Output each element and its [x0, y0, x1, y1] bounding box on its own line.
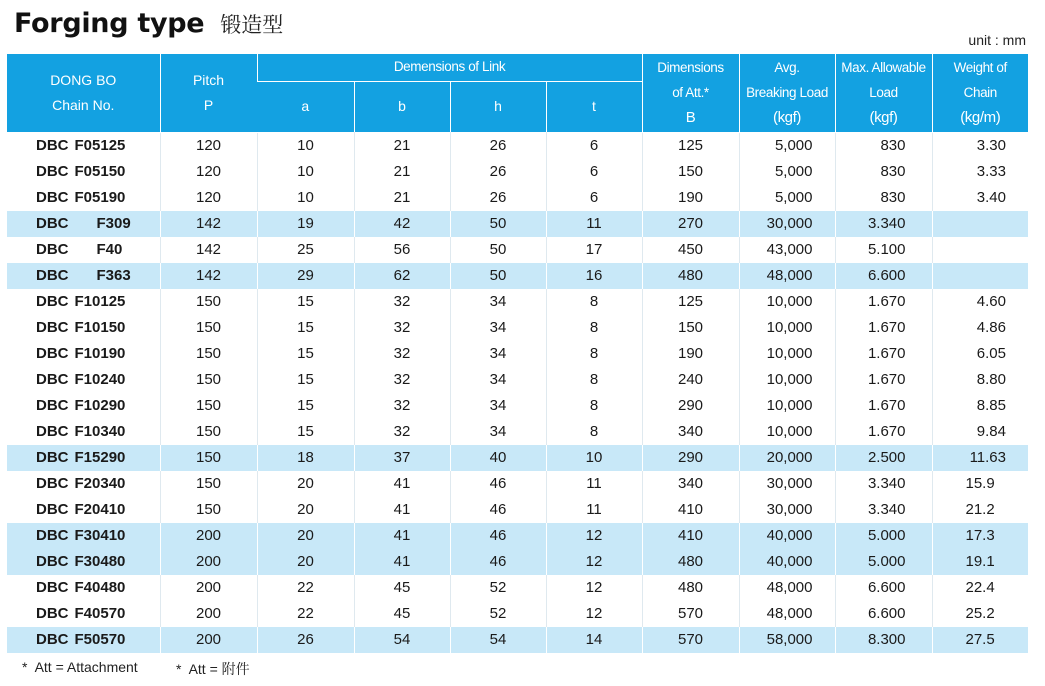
cell-max-load: 830	[835, 185, 932, 211]
cell-att-b: 290	[642, 393, 739, 419]
model-code: F05125	[74, 137, 126, 154]
cell-breaking-load: 10,000	[739, 419, 835, 445]
cell-att-b: 570	[642, 627, 739, 653]
cell-att-b: 190	[642, 185, 739, 211]
cell-att-b: 125	[642, 132, 739, 159]
cell-t: 12	[546, 575, 642, 601]
cell-att-b: 150	[642, 159, 739, 185]
table-row	[7, 445, 1028, 471]
model-code: F20340	[74, 475, 126, 492]
cell-breaking-load: 5,000	[739, 185, 835, 211]
model-code: F363	[96, 267, 131, 284]
model-prefix: DBC	[36, 293, 69, 310]
cell-chain-no	[7, 263, 160, 289]
cell-weight: 3.33	[932, 159, 1028, 185]
cell-pitch: 200	[160, 575, 257, 601]
model-code: F10240	[74, 371, 126, 388]
page-title	[14, 8, 283, 39]
cell-pitch: 150	[160, 419, 257, 445]
cell-pitch: 120	[160, 132, 257, 159]
model-prefix: DBC	[36, 345, 69, 362]
cell-weight: 15.9	[932, 471, 1028, 497]
cell-a: 20	[257, 523, 354, 549]
cell-max-load: 3.340	[835, 211, 932, 237]
cell-a: 20	[257, 497, 354, 523]
cell-t: 6	[546, 185, 642, 211]
cell-max-load: 6.600	[835, 601, 932, 627]
cell-att-b: 240	[642, 367, 739, 393]
cell-b: 41	[354, 497, 450, 523]
cell-b: 37	[354, 445, 450, 471]
header-chain-no: DONG BO Chain No.	[7, 54, 160, 132]
cell-pitch: 200	[160, 523, 257, 549]
cell-breaking-load: 10,000	[739, 367, 835, 393]
cell-h: 46	[450, 523, 546, 549]
cell-pitch: 142	[160, 237, 257, 263]
cell-chain-no	[7, 601, 160, 627]
table-row	[7, 393, 1028, 419]
cell-h: 34	[450, 367, 546, 393]
cell-t: 12	[546, 549, 642, 575]
model-code: F309	[96, 215, 131, 232]
table-row	[7, 341, 1028, 367]
cell-breaking-load: 10,000	[739, 315, 835, 341]
cell-att-b: 450	[642, 237, 739, 263]
cell-h: 26	[450, 185, 546, 211]
cell-chain-no	[7, 159, 160, 185]
model-prefix: DBC	[36, 631, 69, 648]
cell-b: 32	[354, 289, 450, 315]
cell-b: 41	[354, 471, 450, 497]
cell-chain-no	[7, 471, 160, 497]
cell-breaking-load: 10,000	[739, 393, 835, 419]
header-att-dimensions: Dimensions of Att.* B	[642, 54, 739, 132]
table-row	[7, 237, 1028, 263]
cell-max-load: 1.670	[835, 289, 932, 315]
cell-weight: 22.4	[932, 575, 1028, 601]
cell-b: 45	[354, 575, 450, 601]
cell-max-load: 1.670	[835, 341, 932, 367]
table-row	[7, 575, 1028, 601]
model-code: F30410	[74, 527, 126, 544]
cell-t: 12	[546, 523, 642, 549]
model-prefix: DBC	[36, 605, 69, 622]
cell-b: 32	[354, 341, 450, 367]
table-row	[7, 263, 1028, 289]
cell-t: 8	[546, 315, 642, 341]
cell-a: 20	[257, 549, 354, 575]
title-chinese: 锻造型	[220, 13, 284, 37]
cell-att-b: 125	[642, 289, 739, 315]
cell-breaking-load: 48,000	[739, 263, 835, 289]
cell-h: 50	[450, 237, 546, 263]
table-row	[7, 289, 1028, 315]
cell-h: 40	[450, 445, 546, 471]
model-prefix: DBC	[36, 501, 69, 518]
cell-pitch: 150	[160, 289, 257, 315]
table-row	[7, 419, 1028, 445]
cell-h: 54	[450, 627, 546, 653]
model-prefix: DBC	[36, 397, 69, 414]
model-prefix: DBC	[36, 553, 69, 570]
cell-weight: 6.05	[932, 341, 1028, 367]
cell-att-b: 480	[642, 575, 739, 601]
model-code: F05190	[74, 189, 126, 206]
cell-chain-no	[7, 393, 160, 419]
cell-chain-no	[7, 419, 160, 445]
model-prefix: DBC	[36, 267, 69, 284]
cell-chain-no	[7, 575, 160, 601]
table-row	[7, 497, 1028, 523]
cell-weight: 11.63	[932, 445, 1028, 471]
cell-weight: 4.86	[932, 315, 1028, 341]
cell-t: 11	[546, 471, 642, 497]
cell-weight: 3.30	[932, 132, 1028, 159]
model-code: F10150	[74, 319, 126, 336]
cell-weight: 25.2	[932, 601, 1028, 627]
table-row	[7, 549, 1028, 575]
cell-a: 15	[257, 419, 354, 445]
cell-b: 21	[354, 185, 450, 211]
cell-max-load: 3.340	[835, 471, 932, 497]
cell-b: 45	[354, 601, 450, 627]
footnote-attachment-en	[22, 659, 138, 675]
cell-h: 52	[450, 601, 546, 627]
cell-weight: 4.60	[932, 289, 1028, 315]
asterisk-mark: *	[176, 661, 182, 677]
cell-chain-no	[7, 549, 160, 575]
header-breaking-load: Avg. Breaking Load (kgf)	[739, 54, 835, 132]
cell-b: 32	[354, 393, 450, 419]
model-prefix: DBC	[36, 449, 69, 466]
cell-t: 8	[546, 419, 642, 445]
model-prefix: DBC	[36, 163, 69, 180]
model-code: F10290	[74, 397, 126, 414]
cell-att-b: 190	[642, 341, 739, 367]
model-prefix: DBC	[36, 189, 69, 206]
model-code: F20410	[74, 501, 126, 518]
cell-b: 54	[354, 627, 450, 653]
model-prefix: DBC	[36, 137, 69, 154]
cell-a: 15	[257, 341, 354, 367]
cell-a: 22	[257, 575, 354, 601]
cell-att-b: 480	[642, 549, 739, 575]
cell-pitch: 150	[160, 315, 257, 341]
cell-chain-no	[7, 289, 160, 315]
model-prefix: DBC	[36, 371, 69, 388]
cell-max-load: 1.670	[835, 393, 932, 419]
cell-a: 18	[257, 445, 354, 471]
cell-breaking-load: 5,000	[739, 159, 835, 185]
cell-chain-no	[7, 237, 160, 263]
cell-att-b: 270	[642, 211, 739, 237]
model-code: F10125	[74, 293, 126, 310]
cell-a: 20	[257, 471, 354, 497]
cell-weight: 3.40	[932, 185, 1028, 211]
cell-max-load: 830	[835, 159, 932, 185]
model-code: F10190	[74, 345, 126, 362]
model-code: F15290	[74, 449, 126, 466]
cell-att-b: 150	[642, 315, 739, 341]
cell-breaking-load: 5,000	[739, 132, 835, 159]
cell-a: 10	[257, 185, 354, 211]
cell-max-load: 5.000	[835, 523, 932, 549]
header-chain-weight: Weight of Chain (kg/m)	[932, 54, 1028, 132]
cell-a: 19	[257, 211, 354, 237]
cell-pitch: 142	[160, 211, 257, 237]
cell-h: 46	[450, 497, 546, 523]
cell-weight	[932, 237, 1028, 263]
cell-max-load: 1.670	[835, 367, 932, 393]
model-code: F40570	[74, 605, 126, 622]
cell-t: 8	[546, 367, 642, 393]
cell-pitch: 150	[160, 471, 257, 497]
cell-weight: 8.85	[932, 393, 1028, 419]
cell-a: 15	[257, 393, 354, 419]
cell-a: 22	[257, 601, 354, 627]
cell-breaking-load: 30,000	[739, 211, 835, 237]
cell-chain-no	[7, 627, 160, 653]
cell-h: 52	[450, 575, 546, 601]
cell-b: 42	[354, 211, 450, 237]
cell-breaking-load: 10,000	[739, 341, 835, 367]
model-prefix: DBC	[36, 423, 69, 440]
cell-weight: 17.3	[932, 523, 1028, 549]
cell-h: 46	[450, 471, 546, 497]
model-prefix: DBC	[36, 475, 69, 492]
cell-chain-no	[7, 497, 160, 523]
cell-breaking-load: 40,000	[739, 523, 835, 549]
cell-max-load: 3.340	[835, 497, 932, 523]
cell-att-b: 410	[642, 497, 739, 523]
model-prefix: DBC	[36, 527, 69, 544]
cell-breaking-load: 40,000	[739, 549, 835, 575]
cell-t: 11	[546, 211, 642, 237]
cell-att-b: 570	[642, 601, 739, 627]
cell-b: 56	[354, 237, 450, 263]
table-row	[7, 523, 1028, 549]
table-row	[7, 159, 1028, 185]
cell-weight: 19.1	[932, 549, 1028, 575]
cell-t: 12	[546, 601, 642, 627]
cell-max-load: 1.670	[835, 315, 932, 341]
model-prefix: DBC	[36, 579, 69, 596]
cell-t: 16	[546, 263, 642, 289]
cell-max-load: 2.500	[835, 445, 932, 471]
cell-breaking-load: 48,000	[739, 601, 835, 627]
cell-b: 21	[354, 159, 450, 185]
model-code: F40480	[74, 579, 126, 596]
cell-pitch: 120	[160, 185, 257, 211]
cell-weight: 9.84	[932, 419, 1028, 445]
cell-b: 62	[354, 263, 450, 289]
cell-pitch: 200	[160, 601, 257, 627]
cell-a: 29	[257, 263, 354, 289]
cell-t: 11	[546, 497, 642, 523]
cell-pitch: 150	[160, 445, 257, 471]
cell-max-load: 5.000	[835, 549, 932, 575]
header-b: b	[354, 81, 450, 132]
cell-pitch: 150	[160, 367, 257, 393]
table-row	[7, 315, 1028, 341]
table-row	[7, 471, 1028, 497]
cell-chain-no	[7, 523, 160, 549]
table-row	[7, 132, 1028, 159]
header-pitch: Pitch P	[160, 54, 257, 132]
model-code: F10340	[74, 423, 126, 440]
asterisk-mark: *	[22, 659, 28, 675]
cell-max-load: 830	[835, 132, 932, 159]
cell-a: 10	[257, 132, 354, 159]
cell-pitch: 150	[160, 341, 257, 367]
cell-h: 26	[450, 132, 546, 159]
table-row	[7, 185, 1028, 211]
footnote-text: Att = Attachment	[34, 659, 138, 675]
cell-breaking-load: 20,000	[739, 445, 835, 471]
cell-t: 8	[546, 289, 642, 315]
cell-b: 41	[354, 549, 450, 575]
cell-b: 32	[354, 315, 450, 341]
cell-t: 14	[546, 627, 642, 653]
cell-h: 50	[450, 211, 546, 237]
cell-pitch: 200	[160, 627, 257, 653]
model-prefix: DBC	[36, 241, 69, 258]
table-row	[7, 211, 1028, 237]
cell-h: 34	[450, 419, 546, 445]
cell-weight: 8.80	[932, 367, 1028, 393]
cell-breaking-load: 48,000	[739, 575, 835, 601]
cell-chain-no	[7, 367, 160, 393]
title-english: Forging type	[14, 8, 205, 39]
cell-b: 32	[354, 367, 450, 393]
cell-h: 34	[450, 315, 546, 341]
cell-chain-no	[7, 132, 160, 159]
cell-a: 15	[257, 289, 354, 315]
cell-max-load: 1.670	[835, 419, 932, 445]
cell-breaking-load: 58,000	[739, 627, 835, 653]
cell-pitch: 200	[160, 549, 257, 575]
model-code: F30480	[74, 553, 126, 570]
cell-weight	[932, 211, 1028, 237]
footnote-text: Att = 附件	[188, 661, 250, 677]
cell-pitch: 120	[160, 159, 257, 185]
cell-att-b: 340	[642, 419, 739, 445]
cell-breaking-load: 30,000	[739, 497, 835, 523]
cell-t: 8	[546, 341, 642, 367]
cell-max-load: 5.100	[835, 237, 932, 263]
forging-chain-spec-table	[7, 54, 1028, 653]
cell-a: 10	[257, 159, 354, 185]
cell-weight	[932, 263, 1028, 289]
cell-breaking-load: 43,000	[739, 237, 835, 263]
cell-chain-no	[7, 211, 160, 237]
cell-chain-no	[7, 341, 160, 367]
cell-chain-no	[7, 315, 160, 341]
unit-label: unit : mm	[968, 32, 1026, 48]
cell-t: 10	[546, 445, 642, 471]
cell-max-load: 8.300	[835, 627, 932, 653]
header-a: a	[257, 81, 354, 132]
cell-a: 26	[257, 627, 354, 653]
cell-chain-no	[7, 445, 160, 471]
cell-a: 15	[257, 315, 354, 341]
cell-weight: 27.5	[932, 627, 1028, 653]
model-prefix: DBC	[36, 319, 69, 336]
cell-h: 34	[450, 341, 546, 367]
header-link-dimensions: Demensions of Link	[257, 54, 642, 81]
cell-pitch: 150	[160, 497, 257, 523]
header-max-allowable-load: Max. Allowable Load (kgf)	[835, 54, 932, 132]
cell-t: 17	[546, 237, 642, 263]
table-row	[7, 367, 1028, 393]
cell-h: 34	[450, 393, 546, 419]
cell-h: 50	[450, 263, 546, 289]
cell-t: 6	[546, 159, 642, 185]
cell-b: 41	[354, 523, 450, 549]
model-code: F40	[96, 241, 123, 258]
cell-att-b: 480	[642, 263, 739, 289]
cell-weight: 21.2	[932, 497, 1028, 523]
cell-h: 34	[450, 289, 546, 315]
cell-chain-no	[7, 185, 160, 211]
footnote-attachment-cn	[176, 659, 250, 679]
cell-pitch: 142	[160, 263, 257, 289]
header-h: h	[450, 81, 546, 132]
cell-att-b: 290	[642, 445, 739, 471]
cell-breaking-load: 30,000	[739, 471, 835, 497]
cell-h: 26	[450, 159, 546, 185]
cell-a: 15	[257, 367, 354, 393]
table-row	[7, 627, 1028, 653]
cell-b: 32	[354, 419, 450, 445]
cell-b: 21	[354, 132, 450, 159]
model-code: F50570	[74, 631, 126, 648]
cell-att-b: 410	[642, 523, 739, 549]
cell-breaking-load: 10,000	[739, 289, 835, 315]
cell-t: 6	[546, 132, 642, 159]
cell-t: 8	[546, 393, 642, 419]
model-code: F05150	[74, 163, 126, 180]
cell-h: 46	[450, 549, 546, 575]
table-row	[7, 601, 1028, 627]
header-t: t	[546, 81, 642, 132]
cell-max-load: 6.600	[835, 263, 932, 289]
cell-pitch: 150	[160, 393, 257, 419]
cell-a: 25	[257, 237, 354, 263]
cell-att-b: 340	[642, 471, 739, 497]
cell-max-load: 6.600	[835, 575, 932, 601]
model-prefix: DBC	[36, 215, 69, 232]
